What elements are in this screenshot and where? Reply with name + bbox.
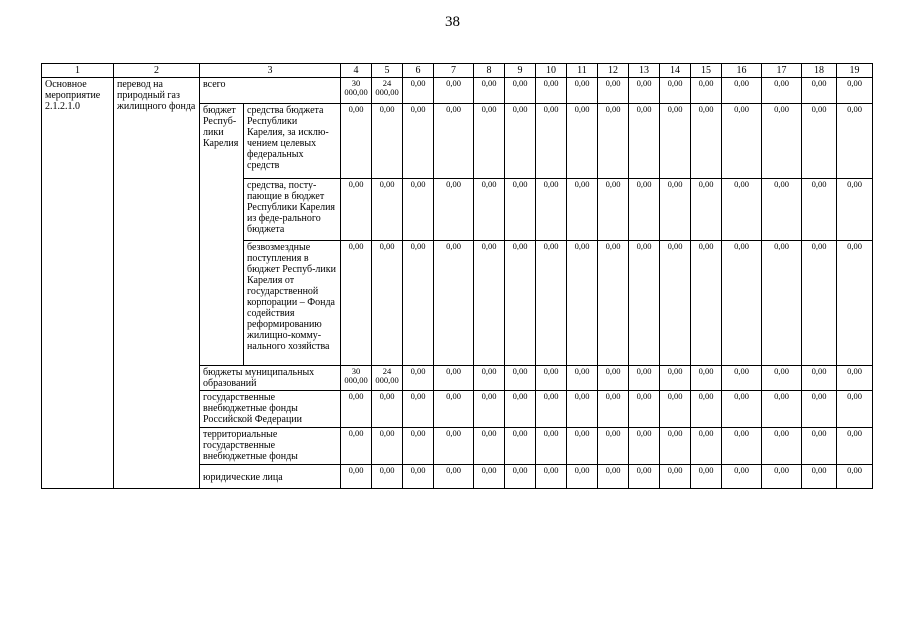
value-cell: 0,00 (536, 104, 567, 179)
value-cell: 0,00 (567, 465, 598, 489)
value-cell: 0,00 (341, 241, 372, 366)
value-cell: 0,00 (762, 179, 802, 241)
value-cell: 0,00 (474, 428, 505, 465)
value-cell: 0,00 (536, 391, 567, 428)
value-cell: 0,00 (341, 428, 372, 465)
value-cell: 0,00 (722, 391, 762, 428)
value-cell: 0,00 (660, 465, 691, 489)
column-header: 2 (114, 64, 200, 78)
column-header: 16 (722, 64, 762, 78)
column-header: 4 (341, 64, 372, 78)
value-cell: 0,00 (536, 241, 567, 366)
budget-group-cell: бюджет Респуб-лики Карелия (200, 104, 244, 366)
column-header: 13 (629, 64, 660, 78)
value-cell: 0,00 (660, 391, 691, 428)
value-cell: 0,00 (837, 78, 873, 104)
value-cell: 0,00 (691, 78, 722, 104)
value-cell: 0,00 (762, 465, 802, 489)
measure-name-cell: перевод на природный газ жилищного фонда (114, 78, 200, 489)
value-cell: 0,00 (722, 241, 762, 366)
value-cell: 0,00 (372, 241, 403, 366)
value-cell: 0,00 (837, 465, 873, 489)
value-cell: 30 000,00 (341, 366, 372, 391)
value-cell: 24 000,00 (372, 366, 403, 391)
value-cell: 0,00 (372, 391, 403, 428)
value-cell: 0,00 (660, 241, 691, 366)
value-cell: 0,00 (691, 104, 722, 179)
value-cell: 0,00 (403, 428, 434, 465)
value-cell: 0,00 (802, 465, 837, 489)
value-cell: 0,00 (505, 465, 536, 489)
value-cell: 0,00 (722, 428, 762, 465)
source-label-cell: безвозмездные поступления в бюджет Респуб-лики Карелия от государственной корпорации – Фонда содействия реформированию жилищно-комму-нального хозяйства (244, 241, 341, 366)
value-cell: 0,00 (598, 465, 629, 489)
value-cell: 0,00 (403, 104, 434, 179)
source-label-cell: государственные внебюджетные фонды Российской Федерации (200, 391, 341, 428)
value-cell: 0,00 (722, 366, 762, 391)
value-cell: 0,00 (837, 391, 873, 428)
column-header: 15 (691, 64, 722, 78)
column-header: 7 (434, 64, 474, 78)
value-cell: 0,00 (598, 78, 629, 104)
source-label-cell: средства, посту-пающие в бюджет Республики Карелия из феде-рального бюджета (244, 179, 341, 241)
value-cell: 0,00 (403, 465, 434, 489)
column-header: 8 (474, 64, 505, 78)
value-cell: 0,00 (598, 241, 629, 366)
value-cell: 0,00 (474, 465, 505, 489)
source-label-cell: всего (200, 78, 341, 104)
value-cell: 0,00 (434, 366, 474, 391)
value-cell: 0,00 (802, 179, 837, 241)
value-cell: 0,00 (837, 366, 873, 391)
value-cell: 0,00 (403, 179, 434, 241)
value-cell: 0,00 (762, 366, 802, 391)
column-header: 9 (505, 64, 536, 78)
value-cell: 0,00 (341, 391, 372, 428)
column-header: 17 (762, 64, 802, 78)
value-cell: 0,00 (802, 391, 837, 428)
value-cell: 0,00 (802, 428, 837, 465)
value-cell: 0,00 (341, 465, 372, 489)
value-cell: 0,00 (434, 241, 474, 366)
value-cell: 0,00 (802, 78, 837, 104)
value-cell: 0,00 (660, 366, 691, 391)
value-cell: 0,00 (837, 179, 873, 241)
value-cell: 0,00 (598, 179, 629, 241)
value-cell: 0,00 (629, 179, 660, 241)
value-cell: 0,00 (403, 366, 434, 391)
value-cell: 0,00 (474, 241, 505, 366)
value-cell: 0,00 (567, 366, 598, 391)
column-header: 11 (567, 64, 598, 78)
value-cell: 0,00 (660, 104, 691, 179)
value-cell: 0,00 (762, 78, 802, 104)
value-cell: 0,00 (536, 428, 567, 465)
value-cell: 0,00 (505, 78, 536, 104)
value-cell: 0,00 (434, 78, 474, 104)
value-cell: 0,00 (598, 366, 629, 391)
value-cell: 0,00 (536, 366, 567, 391)
value-cell: 0,00 (567, 104, 598, 179)
value-cell: 0,00 (567, 78, 598, 104)
value-cell: 0,00 (802, 366, 837, 391)
value-cell: 0,00 (629, 428, 660, 465)
value-cell: 0,00 (505, 241, 536, 366)
column-header: 3 (200, 64, 341, 78)
column-header: 6 (403, 64, 434, 78)
header-row (42, 64, 873, 78)
value-cell: 0,00 (567, 391, 598, 428)
value-cell: 0,00 (536, 78, 567, 104)
value-cell: 0,00 (802, 104, 837, 179)
value-cell: 0,00 (722, 465, 762, 489)
page-number: 38 (445, 14, 460, 30)
value-cell: 30 000,00 (341, 78, 372, 104)
value-cell: 0,00 (660, 78, 691, 104)
value-cell: 0,00 (660, 428, 691, 465)
value-cell: 0,00 (762, 241, 802, 366)
source-label-cell: бюджеты муниципальных образований (200, 366, 341, 391)
value-cell: 0,00 (837, 104, 873, 179)
value-cell: 0,00 (762, 428, 802, 465)
value-cell: 0,00 (505, 391, 536, 428)
source-label-cell: юридические лица (200, 465, 341, 489)
value-cell: 0,00 (474, 104, 505, 179)
value-cell: 0,00 (372, 428, 403, 465)
value-cell: 0,00 (403, 391, 434, 428)
value-cell: 0,00 (629, 391, 660, 428)
value-cell: 0,00 (629, 366, 660, 391)
value-cell: 0,00 (722, 104, 762, 179)
value-cell: 0,00 (691, 428, 722, 465)
value-cell: 0,00 (372, 179, 403, 241)
value-cell: 0,00 (629, 241, 660, 366)
value-cell: 0,00 (802, 241, 837, 366)
value-cell: 0,00 (691, 391, 722, 428)
source-label-cell: средства бюджета Республики Карелия, за исклю-чением целевых федеральных средств (244, 104, 341, 179)
value-cell: 0,00 (722, 78, 762, 104)
column-header: 14 (660, 64, 691, 78)
value-cell: 0,00 (629, 465, 660, 489)
column-header: 1 (42, 64, 114, 78)
value-cell: 0,00 (567, 241, 598, 366)
value-cell: 0,00 (567, 428, 598, 465)
value-cell: 0,00 (691, 465, 722, 489)
value-cell: 0,00 (691, 179, 722, 241)
value-cell: 0,00 (762, 391, 802, 428)
value-cell: 0,00 (629, 104, 660, 179)
budget-table (41, 63, 873, 489)
column-header: 10 (536, 64, 567, 78)
source-label-cell: территориальные государственные внебюджетные фонды (200, 428, 341, 465)
value-cell: 0,00 (434, 104, 474, 179)
value-cell: 0,00 (505, 104, 536, 179)
value-cell: 0,00 (341, 179, 372, 241)
value-cell: 0,00 (837, 428, 873, 465)
column-header: 12 (598, 64, 629, 78)
value-cell: 0,00 (762, 104, 802, 179)
value-cell: 0,00 (691, 366, 722, 391)
value-cell: 0,00 (434, 465, 474, 489)
value-cell: 0,00 (434, 391, 474, 428)
value-cell: 0,00 (474, 179, 505, 241)
value-cell: 0,00 (341, 104, 372, 179)
value-cell: 0,00 (372, 104, 403, 179)
column-header: 5 (372, 64, 403, 78)
value-cell: 0,00 (505, 366, 536, 391)
value-cell: 0,00 (598, 104, 629, 179)
value-cell: 0,00 (434, 179, 474, 241)
value-cell: 0,00 (403, 78, 434, 104)
table-row (42, 78, 873, 104)
value-cell: 0,00 (372, 465, 403, 489)
value-cell: 0,00 (567, 179, 598, 241)
value-cell: 0,00 (474, 391, 505, 428)
column-header: 18 (802, 64, 837, 78)
value-cell: 0,00 (722, 179, 762, 241)
value-cell: 0,00 (536, 465, 567, 489)
value-cell: 0,00 (691, 241, 722, 366)
value-cell: 0,00 (598, 391, 629, 428)
value-cell: 0,00 (474, 78, 505, 104)
value-cell: 0,00 (403, 241, 434, 366)
value-cell: 0,00 (474, 366, 505, 391)
value-cell: 0,00 (629, 78, 660, 104)
value-cell: 0,00 (598, 428, 629, 465)
value-cell: 0,00 (434, 428, 474, 465)
value-cell: 0,00 (505, 428, 536, 465)
value-cell: 0,00 (536, 179, 567, 241)
measure-code-cell: Основное мероприятие 2.1.2.1.0 (42, 78, 114, 489)
value-cell: 0,00 (505, 179, 536, 241)
column-header: 19 (837, 64, 873, 78)
value-cell: 0,00 (660, 179, 691, 241)
value-cell: 0,00 (837, 241, 873, 366)
value-cell: 24 000,00 (372, 78, 403, 104)
